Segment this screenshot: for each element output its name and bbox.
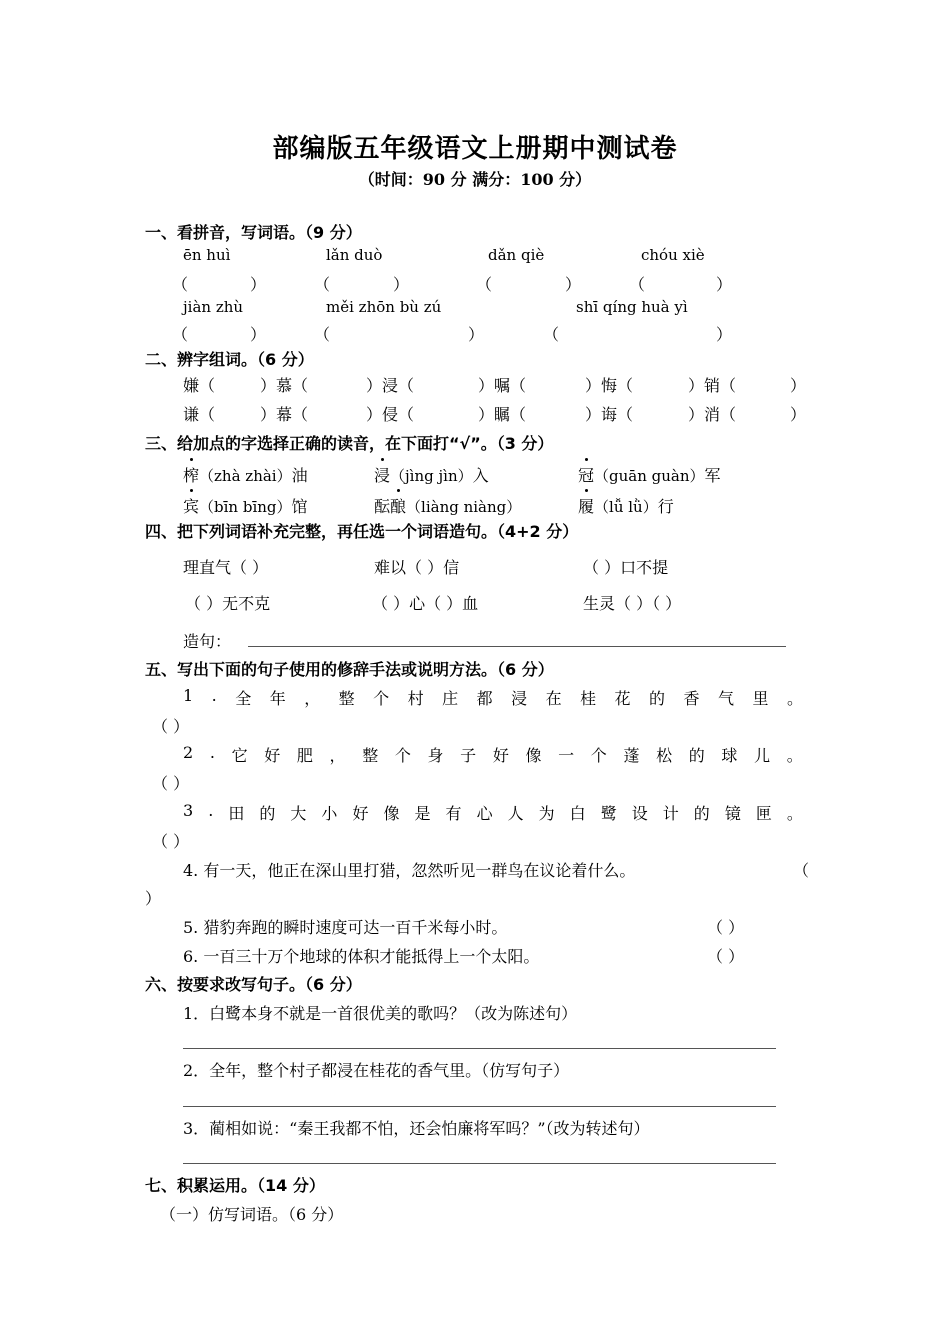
- section-3-heading: 三、给加点的字选择正确的读音，在下面打“√”。（3 分）: [145, 434, 554, 453]
- idiom-5: （ ）心（ ）血: [372, 594, 479, 613]
- rewrite-q3: 3．蔺相如说：“秦王我都不怕，还会怕廉将军吗？”（改为转述句）: [183, 1119, 650, 1138]
- rhetoric-q1: 1 . 全 年 ， 整 个 村 庄 都 浸 在 桂 花 的 香 气 里 。: [183, 686, 803, 708]
- answer-paren[interactable]: （ ）: [152, 774, 190, 793]
- page-title: 部编版五年级语文上册期中测试卷: [272, 134, 678, 164]
- pinyin-1: ēn huì: [183, 246, 231, 264]
- idiom-4: （ ）无不克: [185, 594, 271, 613]
- answer-line[interactable]: [183, 1106, 776, 1107]
- rhetoric-q6: 6. 一百三十万个地球的体积才能抵得上一个太阳。: [183, 947, 540, 966]
- subsection-heading: （一）仿写词语。（6 分）: [160, 1205, 344, 1224]
- answer-paren[interactable]: （ ）: [707, 947, 745, 966]
- rewrite-q2: 2．全年，整个村子都浸在桂花的香气里。（仿写句子）: [183, 1061, 570, 1080]
- rhetoric-q5: 5. 猎豹奔跑的瞬时速度可达一百千米每小时。: [183, 918, 508, 937]
- rhetoric-q4: 4. 有一天，他正在深山里打猎，忽然听见一群鸟在议论着什么。: [183, 861, 636, 880]
- reading-item-5: 酝酿（liàng niàng）: [374, 494, 521, 517]
- pinyin-6: měi zhōn bù zú: [326, 298, 442, 316]
- idiom-2: 难以（ ）信: [374, 558, 460, 577]
- section-4-heading: 四、把下列词语补充完整，再任选一个词语造句。（4+2 分）: [145, 522, 579, 541]
- exam-info: （时间：90 分 满分：100 分）: [358, 170, 592, 189]
- rewrite-q1: 1．白鹭本身不就是一首很优美的歌吗？（改为陈述句）: [183, 1004, 578, 1023]
- section-6-heading: 六、按要求改写句子。（6 分）: [145, 975, 362, 994]
- reading-item-2: 浸（jìng jìn）入: [374, 463, 489, 486]
- answer-paren[interactable]: （ ）: [707, 918, 745, 937]
- pinyin-2: lǎn duò: [326, 246, 383, 264]
- pinyin-4: chóu xiè: [641, 246, 705, 264]
- rhetoric-q3: 3 . 田 的 大 小 好 像 是 有 心 人 为 白 鹭 设 计 的 镜 匣 。: [183, 801, 803, 823]
- section-2-heading: 二、辨字组词。（6 分）: [145, 350, 314, 369]
- answer-paren[interactable]: （ ）: [152, 717, 190, 736]
- rhetoric-q2: 2 . 它 好 肥 ， 整 个 身 子 好 像 一 个 蓬 松 的 球 儿 。: [183, 743, 803, 765]
- section-1-heading: 一、看拼音，写词语。（9 分）: [145, 223, 362, 242]
- idiom-3: （ ）口不提: [583, 558, 669, 577]
- answer-line[interactable]: [248, 646, 786, 647]
- answer-line[interactable]: [183, 1163, 776, 1164]
- section-7-heading: 七、积累运用。（14 分）: [145, 1176, 325, 1195]
- reading-item-6: 履（lǚ lǜ）行: [578, 494, 674, 517]
- idiom-1: 理直气（ ）: [183, 558, 269, 577]
- sentence-label: 造句：: [183, 632, 232, 651]
- reading-item-4: 宾（bīn bīng）馆: [183, 494, 308, 517]
- idiom-6: 生灵（ ）（ ）: [583, 594, 682, 613]
- section-5-heading: 五、写出下面的句子使用的修辞手法或说明方法。（6 分）: [145, 660, 554, 679]
- answer-line[interactable]: [183, 1048, 776, 1049]
- pinyin-7: shī qíng huà yì: [576, 298, 688, 316]
- pinyin-5: jiàn zhù: [183, 298, 244, 316]
- reading-item-3: 冠（guān guàn）军: [578, 463, 721, 486]
- answer-paren[interactable]: （ ）: [152, 832, 190, 851]
- reading-item-1: 榨（zhà zhài）油: [183, 463, 308, 486]
- pinyin-3: dǎn qiè: [488, 246, 545, 264]
